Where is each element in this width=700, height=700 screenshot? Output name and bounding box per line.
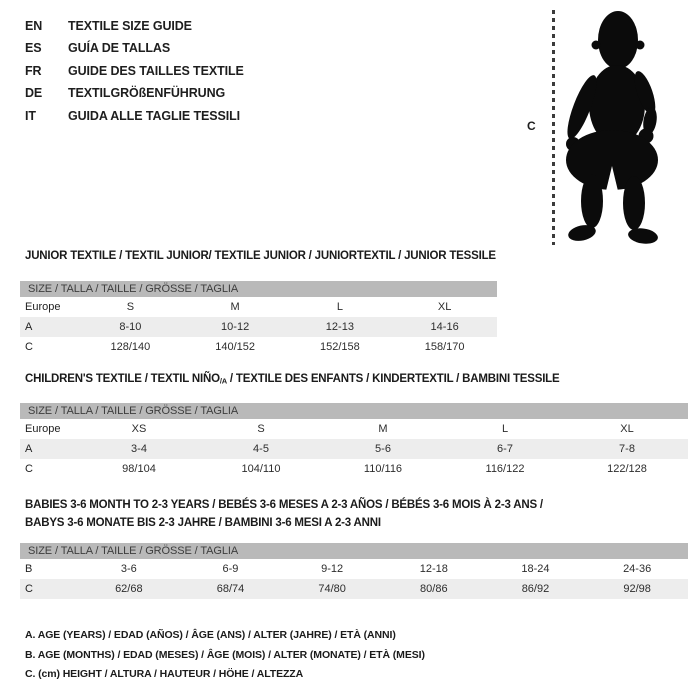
size-cell: 86/92 xyxy=(485,579,587,599)
size-cell: 7-8 xyxy=(566,439,688,459)
children-table-title xyxy=(25,373,559,386)
size-cell: 128/140 xyxy=(110,341,151,353)
size-cell: 24-36 xyxy=(623,563,652,575)
size-cell: 62/68 xyxy=(78,579,180,599)
size-cell: L xyxy=(501,423,509,435)
table-row xyxy=(20,459,688,479)
size-cell: 116/122 xyxy=(485,463,525,475)
babies-title-line2: BABYS 3-6 MONATE BIS 2-3 JAHRE / BAMBINI 3-6 MESI A 2-3 ANNI xyxy=(25,517,381,529)
size-cell: XL xyxy=(437,301,452,313)
babies-table-title xyxy=(25,496,543,532)
children-title-subscript: /A xyxy=(219,376,227,386)
size-cell: 12-13 xyxy=(288,317,393,337)
size-cell: 122/128 xyxy=(607,463,647,475)
babies-title-line1: BABIES 3-6 MONTH TO 2-3 YEARS / BEBÉS 3-6 MESES A 2-3 AÑOS / BÉBÉS 3-6 MOIS À 2-3 ANS / xyxy=(25,499,543,511)
size-cell: 3-6 xyxy=(120,563,137,575)
junior-size-table xyxy=(20,281,497,357)
language-row xyxy=(25,105,244,127)
table-row xyxy=(20,317,497,337)
language-title: GUIDE DES TAILLES TEXTILE xyxy=(68,63,244,78)
children-title-rest: / TEXTILE DES ENFANTS / KINDERTEXTIL / BAMBINI TESSILE xyxy=(226,373,560,385)
size-cell: 3-4 xyxy=(78,439,200,459)
size-cell: 74/80 xyxy=(281,579,383,599)
children-size-table xyxy=(20,403,688,479)
size-cell: L xyxy=(336,301,343,313)
language-code: ES xyxy=(25,41,42,56)
baby-silhouette-icon xyxy=(561,8,663,244)
size-header-band: SIZE / TALLA / TAILLE / GRÖSSE / TAGLIA xyxy=(20,543,688,559)
size-header-band: SIZE / TALLA / TAILLE / GRÖSSE / TAGLIA xyxy=(20,403,688,419)
height-measure-label: C xyxy=(527,119,536,133)
height-measure-dashed-line xyxy=(552,10,555,245)
table-row xyxy=(20,579,688,599)
size-cell: XS xyxy=(131,423,147,435)
size-cell: 8-10 xyxy=(78,317,183,337)
language-code: EN xyxy=(25,19,43,33)
language-code: DE xyxy=(25,86,43,101)
size-cell: 14-16 xyxy=(392,317,497,337)
size-cell: 104/110 xyxy=(241,463,281,475)
table-row xyxy=(20,559,688,579)
language-row xyxy=(25,60,244,82)
table-row xyxy=(20,297,497,317)
children-title-main: CHILDREN'S TEXTILE / TEXTIL NIÑO xyxy=(25,373,220,385)
size-cell: 98/104 xyxy=(122,463,156,475)
size-cell: S xyxy=(257,423,265,435)
size-cell: M xyxy=(378,423,388,435)
size-cell: 4-5 xyxy=(200,439,322,459)
size-cell: 152/158 xyxy=(319,341,360,353)
size-cell: 9-12 xyxy=(321,563,344,575)
language-title: GUÍA DE TALLAS xyxy=(68,41,171,56)
size-cell: 6-7 xyxy=(444,439,566,459)
row-label: Europe xyxy=(25,301,61,313)
size-cell: 68/74 xyxy=(180,579,282,599)
table-row xyxy=(20,419,688,439)
language-row xyxy=(25,37,244,59)
size-header-band: SIZE / TALLA / TAILLE / GRÖSSE / TAGLIA xyxy=(20,281,497,297)
legend-note-c: C. (cm) HEIGHT / ALTURA / HAUTEUR / HÖHE / ALTEZZA xyxy=(25,668,304,681)
language-title: TEXTILE SIZE GUIDE xyxy=(68,19,192,33)
language-row xyxy=(25,15,244,37)
language-code: FR xyxy=(25,63,42,78)
language-title-list xyxy=(25,15,244,127)
junior-table-title: JUNIOR TEXTILE / TEXTIL JUNIOR/ TEXTILE JUNIOR / JUNIORTEXTIL / JUNIOR TESSILE xyxy=(25,250,496,262)
row-label: C xyxy=(25,341,33,353)
size-cell: 18-24 xyxy=(521,563,550,575)
size-cell: 140/152 xyxy=(215,341,255,353)
row-label: B xyxy=(25,563,33,575)
size-cell: 10-12 xyxy=(183,317,288,337)
language-title: TEXTILGRÖßENFÜHRUNG xyxy=(68,86,226,101)
size-cell: 158/170 xyxy=(424,341,465,353)
size-cell: 92/98 xyxy=(586,579,688,599)
table-row xyxy=(20,439,688,459)
size-cell: 12-18 xyxy=(419,563,448,575)
size-cell: 110/116 xyxy=(363,463,403,475)
size-cell: 80/86 xyxy=(383,579,485,599)
size-cell: XL xyxy=(620,423,634,435)
legend-notes xyxy=(25,626,425,685)
size-cell: M xyxy=(230,301,240,313)
language-code: IT xyxy=(25,108,36,123)
language-title: GUIDA ALLE TAGLIE TESSILI xyxy=(68,108,241,123)
legend-note-a: A. AGE (YEARS) / EDAD (AÑOS) / ÂGE (ANS) / ALTER (JAHRE) / ETÀ (ANNI) xyxy=(25,629,396,641)
babies-size-table xyxy=(20,543,688,599)
row-label: A xyxy=(20,317,78,337)
row-label: C xyxy=(20,579,78,599)
row-label: A xyxy=(20,439,78,459)
table-row xyxy=(20,337,497,357)
row-label: C xyxy=(25,463,33,475)
legend-note-b: B. AGE (MONTHS) / EDAD (MESES) / ÂGE (MOIS) / ALTER (MONATE) / ETÀ (MESI) xyxy=(25,648,425,661)
size-cell: 5-6 xyxy=(322,439,444,459)
size-cell: 6-9 xyxy=(222,563,239,575)
language-row xyxy=(25,82,244,104)
size-cell: S xyxy=(126,301,135,313)
row-label: Europe xyxy=(25,423,61,435)
